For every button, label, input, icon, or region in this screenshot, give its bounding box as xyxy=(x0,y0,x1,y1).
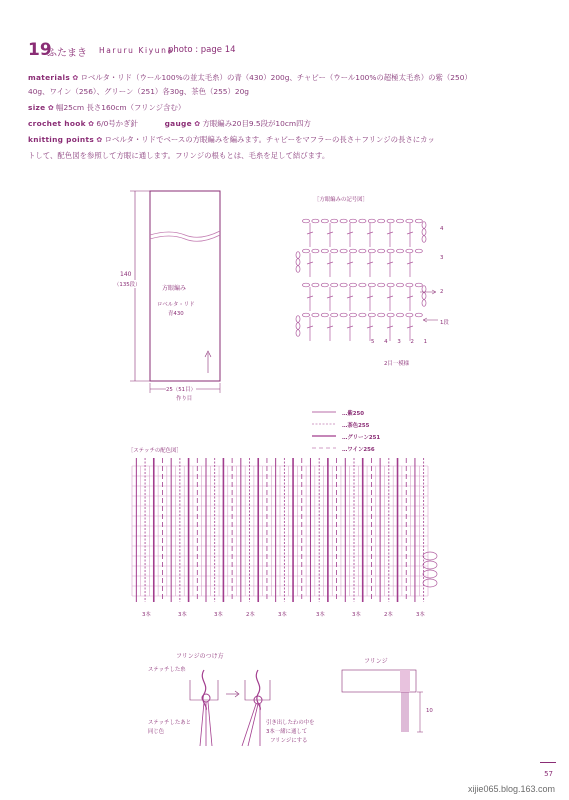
chain-stitch xyxy=(415,219,422,223)
stitch-count: 3本 xyxy=(278,612,287,618)
chain-stitch xyxy=(340,249,347,253)
page-number: 57 xyxy=(544,770,553,778)
designer-name: Haruru Kiyuna xyxy=(99,46,174,55)
fringe-attach-left-1: ステッチしたあと xyxy=(148,720,192,726)
fringe-attach-right-2: 3本一緒に通して xyxy=(266,729,308,735)
hook-gauge-line xyxy=(28,118,311,130)
chain-stitch xyxy=(368,313,375,317)
chain-stitch xyxy=(406,249,413,253)
fringe-attach-diagram xyxy=(190,670,280,750)
fringe-attach-right-1: 引き出したわの中を xyxy=(266,720,315,726)
pattern-title: ふたまき xyxy=(47,48,87,59)
chain-stitch xyxy=(378,283,385,287)
fringe-attach-left-2: 同じ色 xyxy=(148,729,165,735)
chain-stitch xyxy=(349,313,356,317)
col-label: 1 xyxy=(423,339,432,345)
chain-stitch xyxy=(302,283,309,287)
fringe-length: 10 xyxy=(426,708,433,714)
schematic-yarn: ロベルタ・リド xyxy=(157,302,195,308)
chain-stitch xyxy=(340,219,347,223)
flower-icon: ✿ xyxy=(47,104,54,112)
turning-chain xyxy=(296,323,300,330)
col-label: 4 xyxy=(384,339,392,345)
chain-stitch xyxy=(321,249,328,253)
legend-lines xyxy=(312,408,342,454)
chain-stitch xyxy=(312,313,319,317)
turning-chain xyxy=(422,229,426,236)
chain-stitch xyxy=(387,283,394,287)
flower-icon: ✿ xyxy=(88,120,95,128)
page-number-rule xyxy=(540,762,556,763)
col-labels xyxy=(371,339,431,345)
chain-stitch xyxy=(368,283,375,287)
fringe-attach-title: フリンジのつけ方 xyxy=(176,653,224,660)
chain-stitch xyxy=(349,283,356,287)
flower-icon: ✿ xyxy=(96,136,103,144)
chain-stitch xyxy=(331,219,338,223)
start-label: 作り目 xyxy=(176,396,193,402)
stitch-count: 3本 xyxy=(142,612,151,618)
knitting-points-label: knitting points xyxy=(28,135,95,144)
size-text: 幅25cm 長さ160cm（フリンジ含む） xyxy=(56,103,186,112)
chain-stitch xyxy=(302,313,309,317)
chain-stitch xyxy=(331,283,338,287)
materials-text-1: ロベルタ・リド（ウール100%の並太毛糸）の青（430）200g、チャビー（ウール100%の超極太毛糸）の紫（250） xyxy=(80,73,472,82)
chain-stitch xyxy=(340,313,347,317)
chain-stitch xyxy=(378,219,385,223)
legend-green: …グリーン251 xyxy=(342,435,381,441)
turning-chain xyxy=(296,252,300,259)
chain-stitch xyxy=(378,249,385,253)
height-label: 140 xyxy=(120,271,132,278)
gauge-text: 方眼編み20目9.5段が10cm四方 xyxy=(202,119,311,128)
chain-stitch xyxy=(359,249,366,253)
repeat-label: 2目一模様 xyxy=(384,361,409,367)
turning-chain xyxy=(296,259,300,266)
stitch-count: 3本 xyxy=(214,612,223,618)
chain-stitch xyxy=(368,249,375,253)
chain-stitch xyxy=(368,219,375,223)
chain-stitch xyxy=(359,313,366,317)
chain-stitch xyxy=(387,219,394,223)
stitch-count: 2本 xyxy=(384,612,393,618)
hook-label: crochet hook xyxy=(28,119,86,128)
stitch-chart xyxy=(128,458,444,606)
chain-stitch xyxy=(302,219,309,223)
materials-line xyxy=(28,72,472,84)
chain-stitch xyxy=(349,249,356,253)
row-label-2: 2 xyxy=(440,289,444,295)
turning-chain xyxy=(296,316,300,323)
legend-wine: …ワイン256 xyxy=(342,447,375,453)
photo-reference: photo : page 14 xyxy=(168,45,236,55)
scarf-schematic xyxy=(120,185,230,405)
stitch-chart-title: ［ステッチの配色図］ xyxy=(128,448,182,454)
chain-stitch xyxy=(396,313,403,317)
hook-text: 6/0号かぎ針 xyxy=(96,119,138,128)
chain-stitch xyxy=(312,249,319,253)
chain-stitch xyxy=(378,313,385,317)
width-label: 25（51目） xyxy=(166,387,196,393)
chain-stitch xyxy=(396,283,403,287)
flower-icon: ✿ xyxy=(194,120,201,128)
knitting-points-text-1: ロベルタ・リドでベースの方眼編みを編みます。チャビーをマフラーの長さ＋フリンジの長さにカッ xyxy=(104,135,435,144)
stitch-count: 3本 xyxy=(178,612,187,618)
chain-stitch xyxy=(396,219,403,223)
stitch-count: 3本 xyxy=(352,612,361,618)
chain-stitch xyxy=(387,249,394,253)
row-label-4: 4 xyxy=(440,226,444,232)
chain-stitch xyxy=(406,313,413,317)
size-label: size xyxy=(28,103,46,112)
col-label: 5 xyxy=(371,339,379,345)
gauge-label: gauge xyxy=(164,119,192,128)
fringe-diagram xyxy=(342,670,432,740)
knitting-points-line-2: トして、配色図を参照して方眼に通します。フリンジの根もとは、毛糸を足して結びます。 xyxy=(28,151,330,160)
knitting-points-line xyxy=(28,134,435,146)
turning-chain xyxy=(422,236,426,243)
row-label-3: 3 xyxy=(440,255,444,261)
legend-brown: …茶色255 xyxy=(342,423,370,429)
symbol-chart xyxy=(296,205,436,345)
stitch-count: 3本 xyxy=(416,612,425,618)
chain-stitch xyxy=(406,283,413,287)
symbol-chart-title: ［方眼編みの記号図］ xyxy=(314,197,368,203)
edge-loop xyxy=(423,570,437,578)
fringe-title: フリンジ xyxy=(364,658,388,665)
pattern-number: 19 xyxy=(28,40,52,60)
chain-stitch xyxy=(312,283,319,287)
chain-stitch xyxy=(406,219,413,223)
flower-icon: ✿ xyxy=(72,74,79,82)
chain-stitch xyxy=(387,313,394,317)
chain-stitch xyxy=(415,249,422,253)
chain-stitch xyxy=(321,313,328,317)
chain-stitch xyxy=(349,219,356,223)
turning-chain xyxy=(296,330,300,337)
chain-stitch xyxy=(321,283,328,287)
height-rows: （135段） xyxy=(114,282,141,288)
chain-stitch xyxy=(331,313,338,317)
fringe-attach-right-3: フリンジにする xyxy=(270,738,308,744)
row-label-1: 1段 xyxy=(440,320,449,326)
chain-stitch xyxy=(359,283,366,287)
chain-stitch xyxy=(331,249,338,253)
chain-stitch xyxy=(359,219,366,223)
chain-stitch xyxy=(340,283,347,287)
col-label: 2 xyxy=(410,339,418,345)
stitch-count: 3本 xyxy=(316,612,325,618)
materials-line-2: 40g、ワイン（256）、グリーン（251）各30g、茶色（255）20g xyxy=(28,87,249,96)
edge-loop xyxy=(423,561,437,569)
chain-stitch xyxy=(302,249,309,253)
chain-stitch xyxy=(396,249,403,253)
col-label: 3 xyxy=(397,339,405,345)
turning-chain xyxy=(422,222,426,229)
turning-chain xyxy=(296,266,300,273)
blog-watermark: xijie065.blog.163.com xyxy=(467,784,555,794)
edge-loop xyxy=(423,579,437,587)
materials-label: materials xyxy=(28,73,71,82)
stitch-counts xyxy=(128,610,444,620)
size-line xyxy=(28,102,185,114)
legend-purple: …紫250 xyxy=(342,411,365,417)
row-arrows xyxy=(420,285,440,325)
stitch-count: 2本 xyxy=(246,612,255,618)
chain-stitch xyxy=(312,219,319,223)
chain-stitch xyxy=(321,219,328,223)
schematic-color: 青430 xyxy=(168,311,184,317)
fringe-attach-label-top: ステッチした糸 xyxy=(148,667,186,673)
schematic-title: 方眼編み xyxy=(162,285,187,292)
